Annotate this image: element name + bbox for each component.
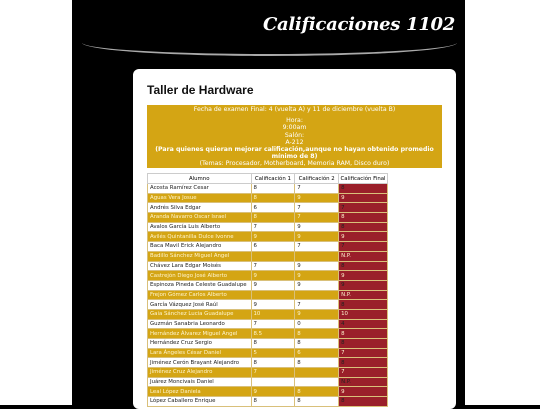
cell-name: Leal López Daniela [148, 387, 252, 397]
cell-c1: 6 [251, 203, 295, 213]
cell-c2: 8 [295, 397, 339, 407]
cell-name: Avilés Quintanilla Dulce Ivonne [148, 232, 252, 242]
table-row [148, 387, 388, 397]
cell-c2: 8 [295, 387, 339, 397]
table-row [148, 309, 388, 319]
cell-c2 [295, 251, 339, 261]
column-header: Calificación 2 [295, 174, 339, 184]
cell-final: N.P. [339, 290, 388, 300]
cell-final: 8 [339, 397, 388, 407]
cell-final: 9 [339, 387, 388, 397]
cell-name: Baca Mavil Erick Alejandro [148, 242, 252, 252]
cell-final: 4 [339, 319, 388, 329]
cell-c1 [251, 377, 295, 387]
cell-name: Hernández Cruz Sergio [148, 339, 252, 349]
table-row [148, 261, 388, 271]
table-row [148, 290, 388, 300]
cell-name: García Vázquez José Raúl [148, 300, 252, 310]
cell-c2 [295, 290, 339, 300]
table-row [148, 348, 388, 358]
grades-table [147, 173, 388, 407]
table-row [148, 280, 388, 290]
cell-c1: 8 [251, 184, 295, 194]
cell-final: 8 [339, 329, 388, 339]
exam-topics: (Temas: Procesador, Motherboard, Memoria RAM, Disco duro) [199, 160, 390, 168]
table-row [148, 203, 388, 213]
cell-final: 8 [339, 261, 388, 271]
cell-final: 8 [339, 213, 388, 223]
cell-c2 [295, 377, 339, 387]
cell-c2: 8 [295, 358, 339, 368]
exam-info-box [147, 105, 442, 168]
table-row [148, 358, 388, 368]
banner-swoosh [82, 40, 457, 56]
cell-final: 8 [339, 222, 388, 232]
cell-name: Jiménez Cruz Alejandro [148, 368, 252, 378]
cell-final: 8 [339, 339, 388, 349]
left-margin [0, 0, 72, 405]
cell-name: López Caballero Enrique [148, 397, 252, 407]
cell-c2: 9 [295, 261, 339, 271]
cell-c1: 6 [251, 242, 295, 252]
cell-c2: 9 [295, 193, 339, 203]
content-card [133, 69, 456, 409]
table-row [148, 377, 388, 387]
cell-final: 8 [339, 184, 388, 194]
cell-c1: 8 [251, 339, 295, 349]
table-row [148, 319, 388, 329]
cell-c2: 0 [295, 319, 339, 329]
cell-final: 10 [339, 309, 388, 319]
exam-date: Fecha de examen Final: 4 (vuelta A) y 11 de diciembre (vuelta B) [193, 106, 396, 113]
table-row [148, 242, 388, 252]
column-header: Calificación 1 [251, 174, 295, 184]
cell-c1: 7 [251, 261, 295, 271]
cell-c2: 6 [295, 348, 339, 358]
cell-c1: 7 [251, 368, 295, 378]
cell-name: Espinoza Pineda Celeste Guadalupe [148, 280, 252, 290]
cell-name: Aranda Navarro Oscar Israel [148, 213, 252, 223]
cell-c1: 5 [251, 348, 295, 358]
cell-c2: 9 [295, 280, 339, 290]
right-margin [465, 0, 540, 405]
table-row [148, 213, 388, 223]
cell-c2: 7 [295, 203, 339, 213]
cell-c2: 9 [295, 232, 339, 242]
table-row [148, 329, 388, 339]
cell-name: Chávez Lara Edgar Moisés [148, 261, 252, 271]
exam-hour: 9:00am [282, 124, 307, 132]
cell-c2: 8 [295, 339, 339, 349]
cell-c2: 9 [295, 309, 339, 319]
cell-c2: 8 [295, 329, 339, 339]
cell-c2 [295, 368, 339, 378]
cell-name: Andrés Silva Edgar [148, 203, 252, 213]
cell-c1: 7 [251, 222, 295, 232]
table-row [148, 193, 388, 203]
cell-c1: 7 [251, 319, 295, 329]
cell-final: 7 [339, 242, 388, 252]
cell-final: N.P. [339, 377, 388, 387]
cell-c1: 9 [251, 271, 295, 281]
table-row [148, 300, 388, 310]
table-header-row [148, 174, 388, 184]
cell-final: 9 [339, 271, 388, 281]
cell-final: 7 [339, 348, 388, 358]
cell-final: 7 [339, 203, 388, 213]
cell-c1: 8 [251, 358, 295, 368]
cell-c1 [251, 251, 295, 261]
column-header: Calificación Final [340, 175, 386, 182]
exam-hour-label: Hora: [286, 117, 303, 125]
exam-room: A-212 [285, 138, 304, 146]
site-title: Calificaciones 1102 [262, 14, 455, 35]
cell-c1: 9 [251, 232, 295, 242]
cell-name: Acosta Ramírez Cesar [148, 184, 252, 194]
exam-note: (Para quienes quieran mejorar calificación,aunque no hayan obtenido promedio mínimo de 8) [155, 146, 434, 161]
cell-final: 8 [339, 300, 388, 310]
cell-c2: 9 [295, 222, 339, 232]
cell-final: 7 [339, 368, 388, 378]
page-title: Taller de Hardware [147, 83, 254, 97]
cell-name: Jiménez Cerón Brayant Alejandro [148, 358, 252, 368]
cell-c1: 9 [251, 280, 295, 290]
cell-c1: 9 [251, 300, 295, 310]
exam-room-label: Salón: [284, 131, 305, 139]
cell-name: Avalos García Luis Alberto [148, 222, 252, 232]
site-banner [72, 0, 465, 62]
cell-name: Castrejón Diego José Alberto [148, 271, 252, 281]
cell-final: 9 [339, 280, 388, 290]
table-row [148, 232, 388, 242]
cell-c2: 9 [295, 271, 339, 281]
cell-name: Badillo Sánchez Miguel Angel [148, 251, 252, 261]
column-header: Alumno [148, 174, 252, 184]
cell-c1 [251, 290, 295, 300]
cell-c1: 8 [251, 193, 295, 203]
cell-c1: 8 [251, 213, 295, 223]
cell-final: N.P. [339, 251, 388, 261]
cell-final: 8 [339, 358, 388, 368]
cell-name: Guzmán Sanabria Leonardo [148, 319, 252, 329]
cell-c2: 7 [295, 213, 339, 223]
table-row [148, 222, 388, 232]
table-row [148, 251, 388, 261]
cell-c2: 7 [295, 242, 339, 252]
cell-c1: 8 [251, 397, 295, 407]
table-row [148, 184, 388, 194]
cell-c1: 10 [251, 309, 295, 319]
cell-name: Gaia Sánchez Lucia Guadalupe [148, 309, 252, 319]
cell-name: Aguas Vera Josue [148, 193, 252, 203]
cell-c2: 7 [295, 184, 339, 194]
cell-final: 9 [339, 193, 388, 203]
table-row [148, 339, 388, 349]
table-row [148, 271, 388, 281]
cell-name: Hernández Álvarez Miguel Angel [148, 329, 252, 339]
cell-final: 9 [339, 232, 388, 242]
cell-c1: 8.5 [251, 329, 295, 339]
cell-c1: 9 [251, 387, 295, 397]
cell-name: Frejon Gómez Carlos Alberto [148, 290, 252, 300]
cell-c2: 7 [295, 300, 339, 310]
table-row [148, 368, 388, 378]
cell-name: Lara Ángeles César Daniel [148, 348, 252, 358]
cell-name: Juárez Moncivais Daniel [148, 377, 252, 387]
